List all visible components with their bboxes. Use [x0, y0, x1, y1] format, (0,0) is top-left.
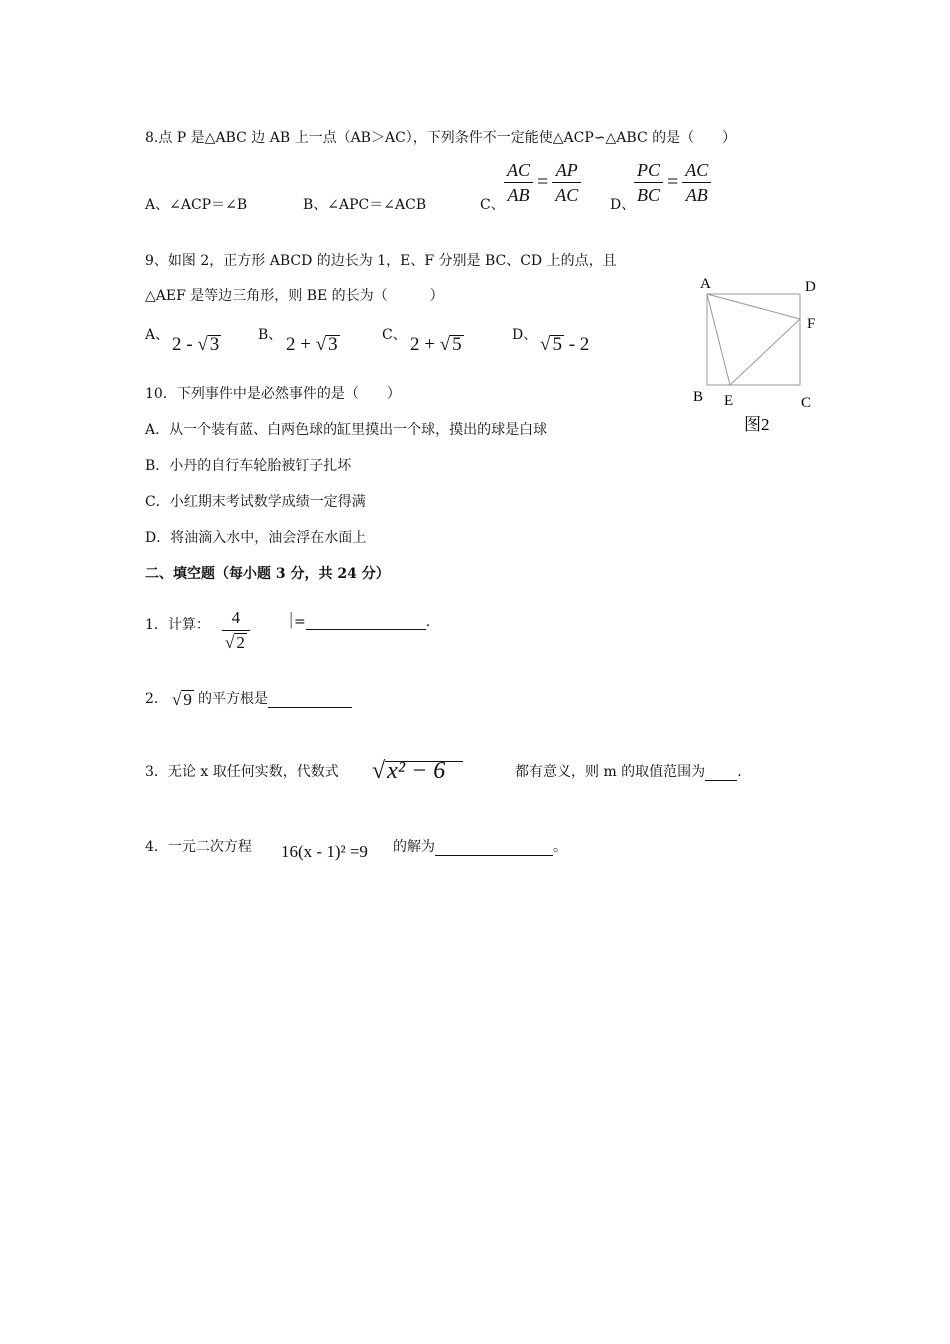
question-text: 都有意义，则 m 的取值范围为: [515, 764, 706, 780]
fill-1-obscured-mark: ▕: [281, 613, 292, 629]
fill-1-expr: [222, 606, 250, 655]
q10-option-c: C．小红期末考试数学成绩一定得满: [145, 494, 366, 510]
fill-3-prefix: 3．无论 x 取任何实数，代数式: [145, 764, 339, 780]
q8-option-d-label: D、: [610, 197, 636, 213]
fill-2-text: [198, 688, 352, 708]
fill-4-suffix: [393, 836, 567, 856]
radical-sign-icon: √: [439, 334, 451, 355]
fill-1-answer: [294, 614, 430, 630]
q9-option-c-label: C、: [382, 327, 407, 343]
q9-option-a-label: A、: [145, 327, 170, 343]
fill-2-number: 2．: [145, 691, 168, 707]
figure-caption: 图2: [744, 415, 770, 434]
fill-4-prefix: 4．一元二次方程: [145, 839, 252, 855]
radicand: x² − 6: [385, 761, 463, 780]
q9-option-b-label: B、: [258, 327, 283, 343]
q8-stem: 8.点 P 是△ABC 边 AB 上一点（AB＞AC），下列条件不一定能使△ACP∽△ABC 的是（ ）: [145, 130, 737, 146]
fraction-denominator: AC: [555, 185, 579, 205]
period: .: [737, 764, 742, 780]
fill-1-prefix: 1．计算：: [145, 617, 210, 633]
label-e: E: [724, 393, 734, 409]
expr-prefix: 2 +: [286, 334, 316, 355]
answer-blank[interactable]: [268, 693, 352, 708]
period: 。: [553, 839, 567, 855]
fraction-denominator: AB: [507, 185, 530, 205]
label-d: D: [805, 279, 816, 295]
fraction-numerator: AC: [504, 158, 533, 183]
fraction-numerator: AP: [552, 158, 581, 183]
fraction-numerator: 4: [222, 606, 250, 631]
fraction-numerator: AC: [682, 158, 711, 183]
expr-prefix: 2 +: [410, 334, 440, 355]
label-c: C: [801, 395, 812, 411]
question-text: 的解为: [393, 839, 435, 855]
q8-option-b: B、∠APC＝∠ACB: [303, 197, 427, 213]
fill-2-expr: [172, 690, 194, 710]
fraction-numerator: PC: [634, 158, 663, 183]
segment-ef: [730, 319, 800, 385]
expr-suffix: - 2: [563, 334, 590, 355]
equals-sign: =: [667, 171, 679, 193]
equals-sign: =: [537, 171, 549, 193]
radicand: 3: [209, 334, 220, 355]
radical-sign-icon: √: [225, 633, 235, 652]
answer-blank[interactable]: [705, 766, 737, 781]
q8-option-c-expr: [504, 158, 581, 207]
q10-option-d: D．将油滴入水中，油会浮在水面上: [145, 530, 367, 546]
radical-sign-icon: √: [172, 690, 182, 709]
fill-3-expr: [372, 758, 463, 785]
answer-blank[interactable]: [435, 841, 553, 856]
fraction-denominator: BC: [637, 185, 661, 205]
q9-line-2: △AEF 是等边三角形，则 BE 的长为（ ）: [145, 288, 444, 304]
radicand: 2: [236, 633, 245, 652]
segment-ae: [707, 294, 730, 385]
section-2-title: 二、填空题（每小题 3 分，共 24 分）: [145, 566, 390, 582]
radicand: 5: [552, 334, 562, 355]
fill-3-suffix: [515, 761, 742, 781]
segment-af: [707, 294, 800, 319]
q9-option-a-expr: [172, 334, 221, 356]
period: .: [425, 614, 431, 630]
radicand: 9: [183, 690, 192, 709]
q9-line-1: 9、如图 2，正方形 ABCD 的边长为 1，E、F 分别是 BC、CD 上的点，且: [145, 253, 617, 269]
radicand: 5: [452, 334, 462, 355]
q8-option-a: A、∠ACP＝∠B: [145, 197, 248, 213]
q10-option-a: A．从一个装有蓝、白两色球的缸里摸出一个球，摸出的球是白球: [145, 422, 548, 438]
radical-sign-icon: √: [197, 334, 208, 355]
answer-blank[interactable]: [306, 615, 426, 630]
figure-2-square: [690, 268, 830, 438]
q8-option-d-expr: [634, 158, 711, 207]
label-f: F: [807, 316, 816, 332]
q10-option-b: B．小丹的自行车轮胎被钉子扎坏: [145, 458, 352, 474]
radical-sign-icon: √: [315, 334, 327, 355]
radical-sign-icon: √: [540, 334, 551, 355]
q9-option-c-expr: [410, 334, 464, 356]
radicand: 3: [328, 334, 338, 355]
equals-sign: =: [294, 614, 306, 630]
expr-prefix: 2 -: [172, 334, 198, 355]
q8-option-c-label: C、: [480, 197, 505, 213]
question-text: 的平方根是: [198, 691, 268, 707]
q9-option-b-expr: [286, 334, 340, 356]
fill-4-expr: 16(x - 1)² =9: [281, 842, 368, 861]
fraction-denominator: [222, 631, 250, 655]
square-abcd: [707, 294, 800, 385]
label-b: B: [693, 389, 704, 405]
label-a: A: [700, 276, 711, 292]
q10-stem: 10．下列事件中是必然事件的是（ ）: [145, 386, 401, 402]
radical-sign-icon: √: [372, 758, 386, 784]
fraction-denominator: AB: [685, 185, 708, 205]
q9-option-d-label: D、: [512, 327, 538, 343]
q9-option-d-expr: [540, 334, 589, 356]
